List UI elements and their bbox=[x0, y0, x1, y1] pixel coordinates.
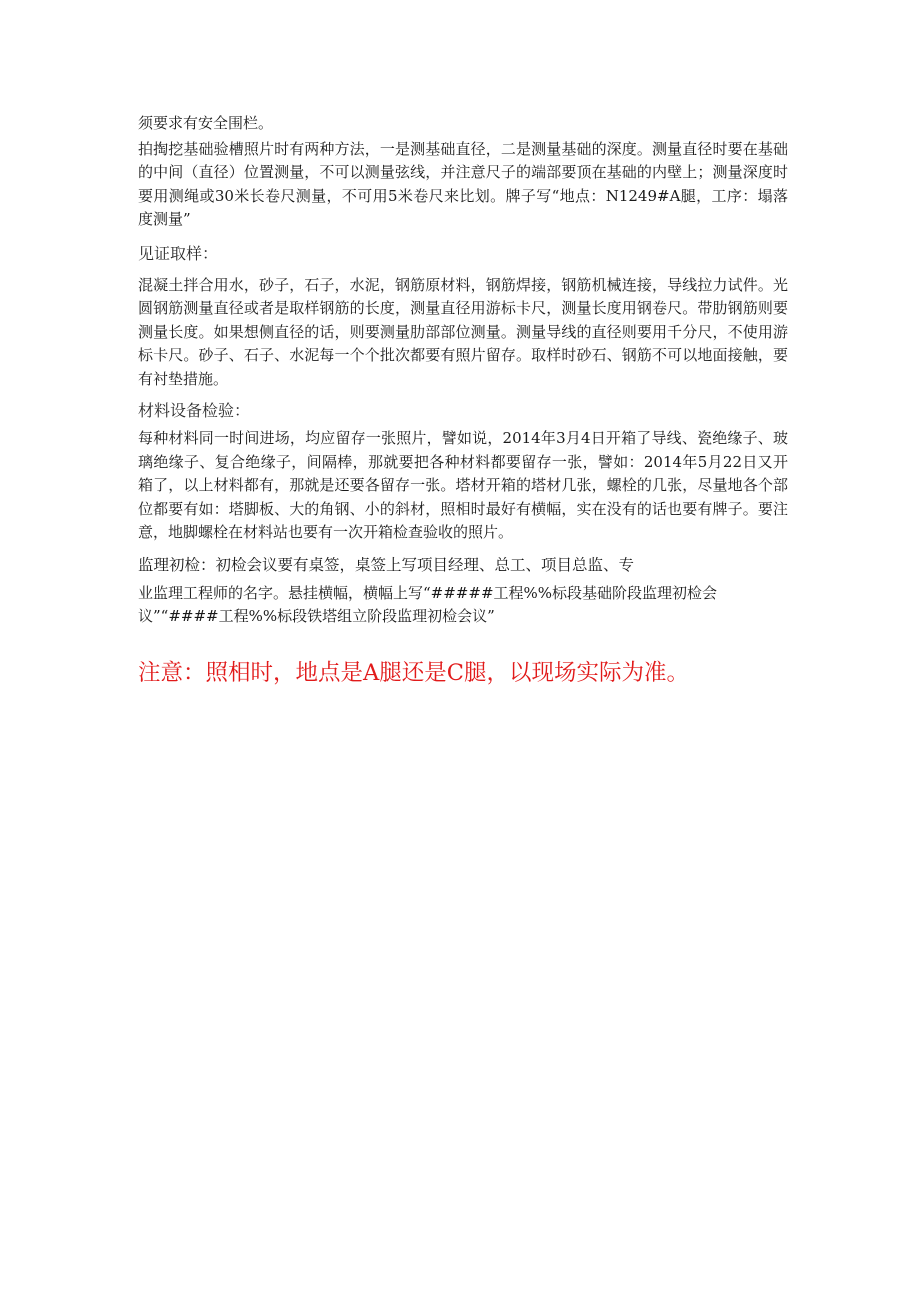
notice-red: 注意：照相时，地点是A腿还是C腿，以现场实际为准。 bbox=[138, 659, 689, 686]
paragraph-safety-fence: 须要求有安全围栏。 bbox=[138, 114, 274, 132]
heading-material-inspection: 材料设备检验： bbox=[138, 401, 251, 420]
document-page bbox=[138, 112, 788, 689]
paragraph-witness-sampling: 混凝土拌合用水，砂子，石子，水泥，钢筋原材料，钢筋焊接，钢筋机械连接，导线拉力试件。光圆钢筋测量直径或者是取样钢筋的长度，测量直径用游标卡尺，测量长度用钢卷尺。带肋钢筋则要测量长度。如果想侧直径的话，则要测量肋部部位测量。测量导线的直径则要用千分尺，不使用游标卡尺。砂子、石子、水泥每一个个批次都要有照片留存。取样时砂石、钢筋不可以地面接触，要有衬垫措施。 bbox=[138, 275, 788, 388]
heading-witness-sampling: 见证取样： bbox=[138, 243, 219, 263]
paragraph-excavation-photo: 拍掏挖基础验槽照片时有两种方法，一是测基础直径，二是测量基础的深度。测量直径时要在基础的中间（直径）位置测量，不可以测量弦线，并注意尺子的端部要顶在基础的内壁上；测量深度时要用测绳或30米长卷尺测量，不可用5米卷尺来比划。牌子写“地点：N1249#A腿，工序：塌落度测量” bbox=[138, 139, 788, 228]
paragraph-supervision-continued: 业监理工程师的名字。悬挂横幅，横幅上写“#####工程%%标段基础阶段监理初检会议”“####工程%%标段铁塔组立阶段监理初检会议” bbox=[138, 583, 718, 625]
paragraph-material-inspection: 每种材料同一时间进场，均应留存一张照片，譬如说，2014年3月4日开箱了导线、瓷绝缘子、玻璃绝缘子、复合绝缘子，间隔棒，那就要把各种材料都要留存一张，譬如：2014年5月22日又开箱了，以上材料都有，那就是还要各留存一张。塔材开箱的塔材几张，螺栓的几张，尽量地各个部位都要有如：塔脚板、大的角钢、小的斜材，照相时最好有横幅，实在没有的话也要有牌子。要注意，地脚螺栓在材料站也要有一次开箱检查验收的照片。 bbox=[138, 429, 788, 541]
paragraph-supervision-first-line: 监理初检：初检会议要有桌签，桌签上写项目经理、总工、项目总监、专 bbox=[138, 555, 635, 574]
